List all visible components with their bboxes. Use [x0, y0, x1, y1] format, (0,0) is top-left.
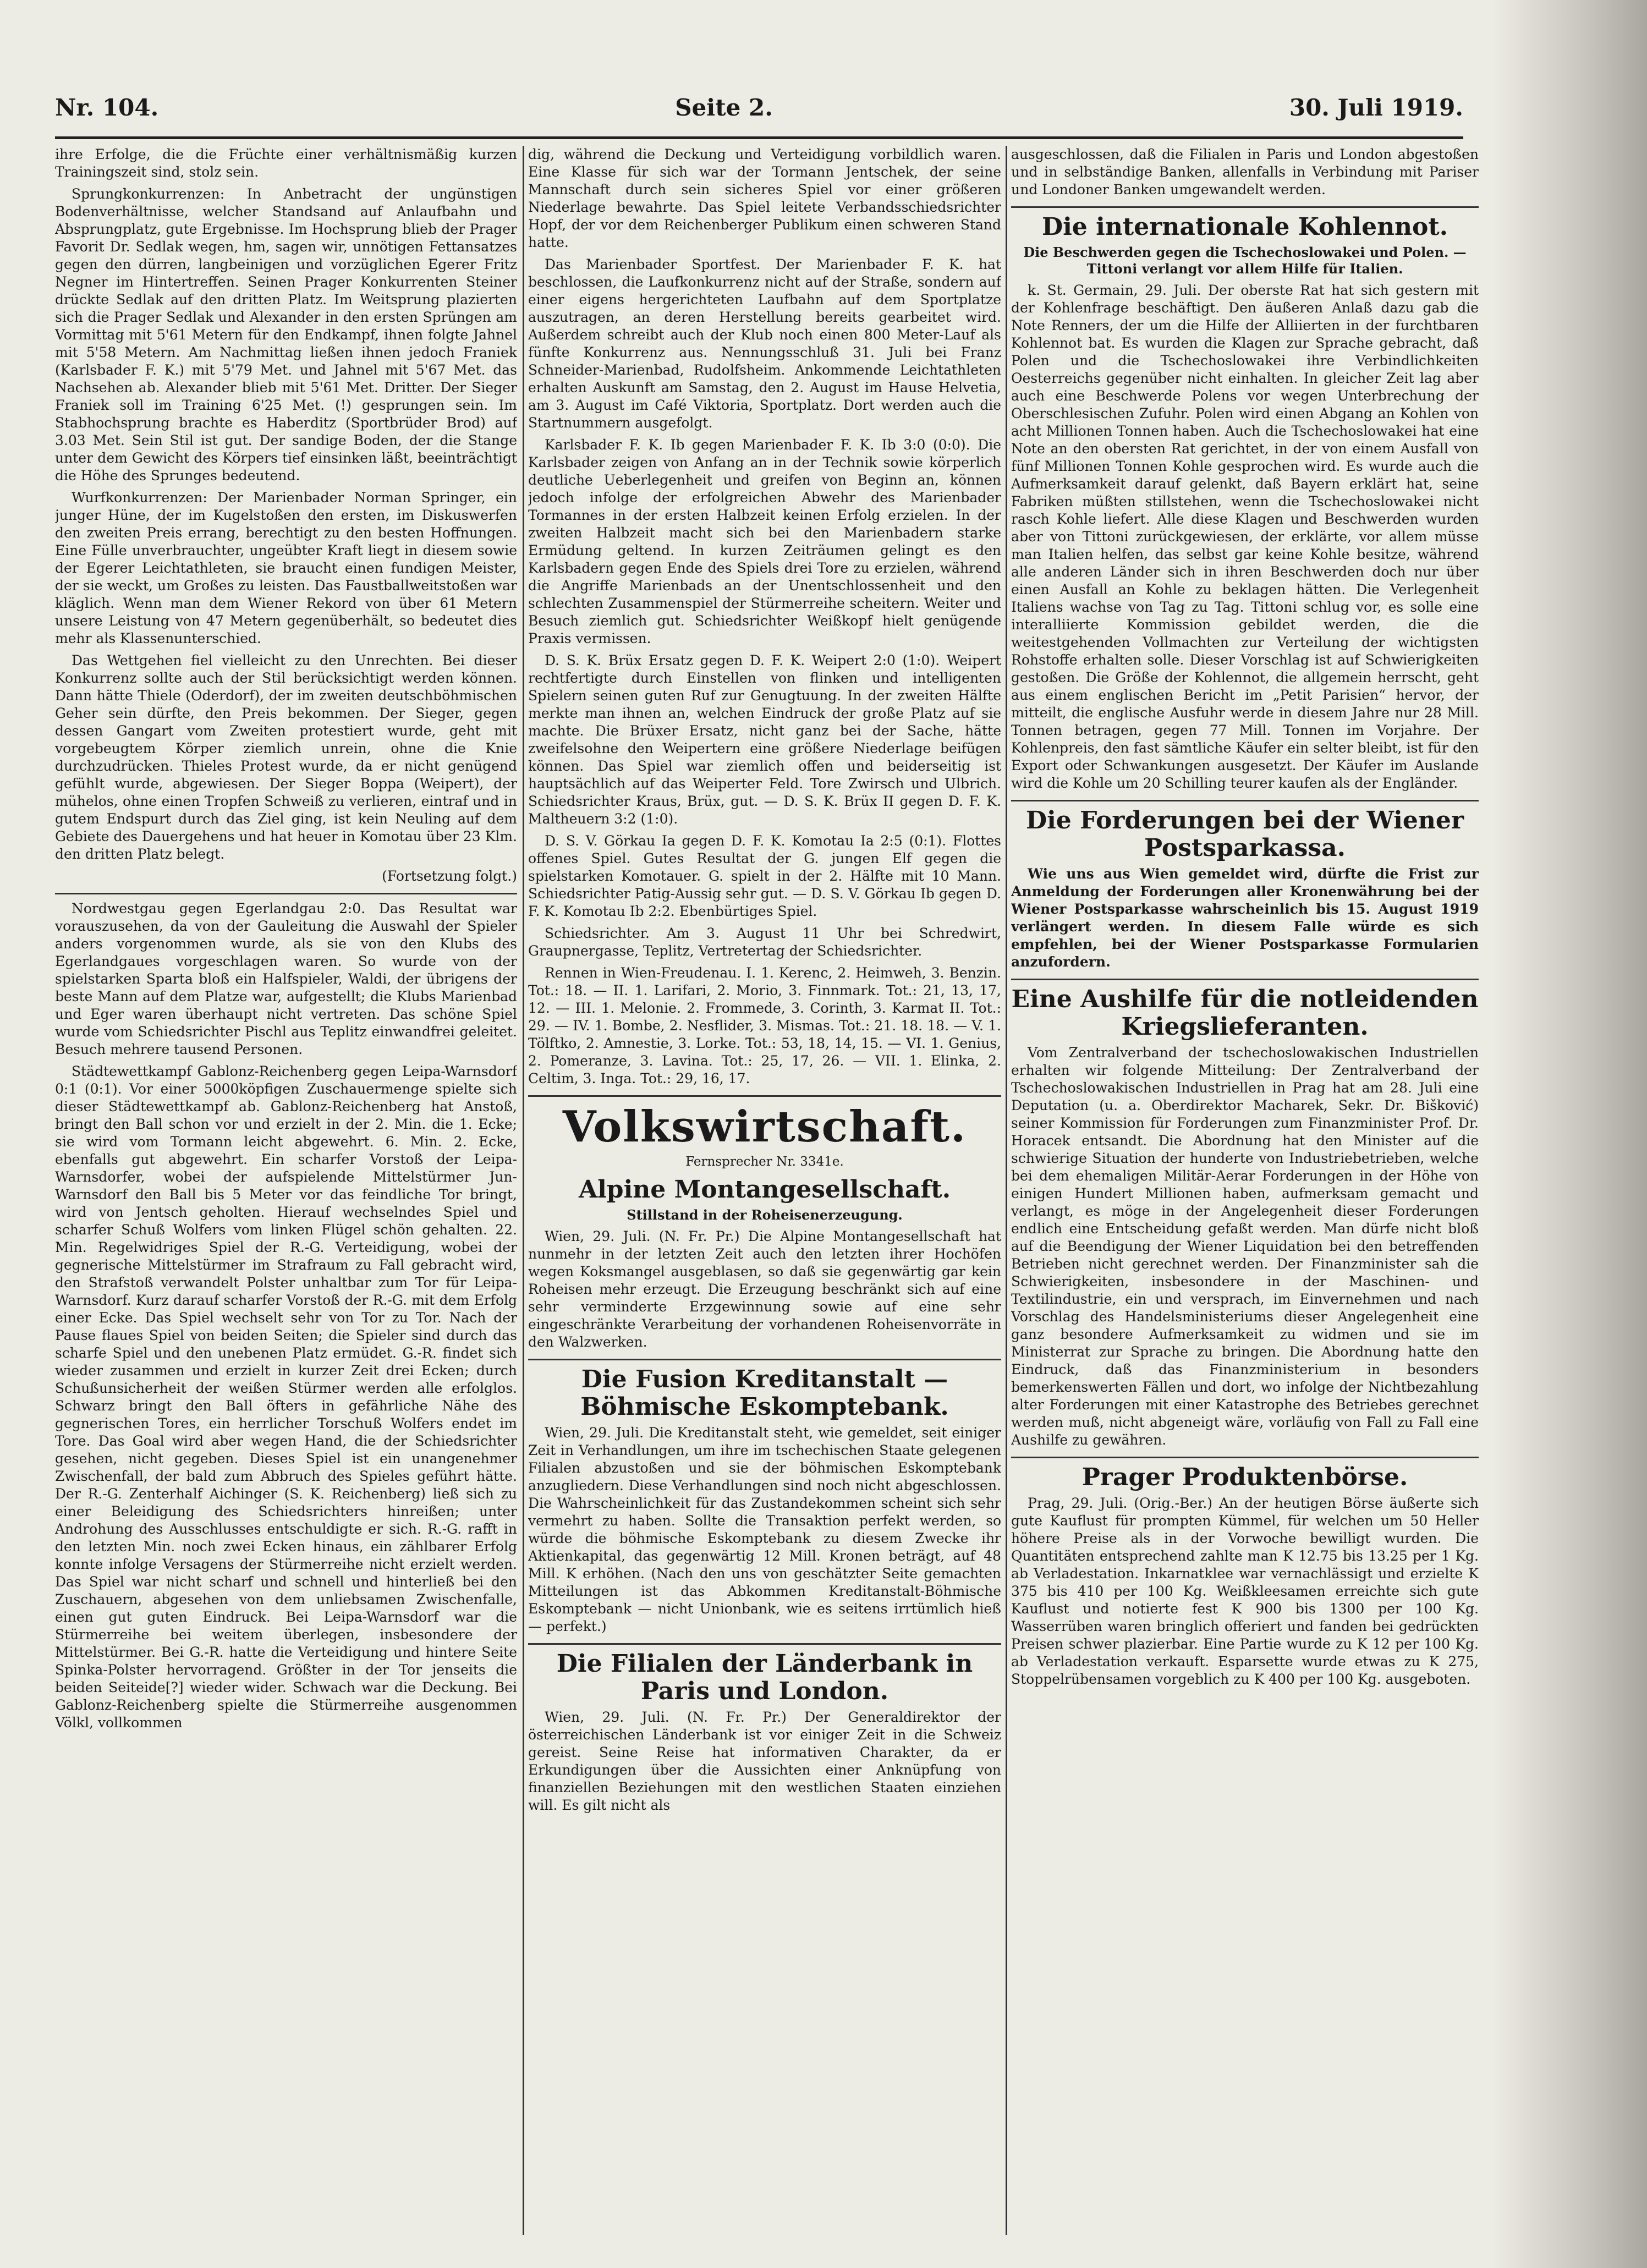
- issue-date: 30. Juli 1919.: [1289, 94, 1463, 121]
- column-sports-continued: [55, 146, 517, 2235]
- paragraph: Das Marienbader Sportfest. Der Marienbader F. K. hat beschlossen, die Laufkonkurrenz nicht auf der Straße, sondern auf einer eigens hergerichteten Laufbahn auf dem Sportplatze auszutragen, an deren Herstellung bereits gearbeitet wird. Außerdem schreibt auch der Klub noch einen 800 Meter-Lauf als fünfte Konkurrenz aus. Nennungsschluß 31. Juli bei Franz Schneider-Marienbad, Rudolfsheim. Ankommende Leichtathleten erhalten Auskunft am Samstag, den 2. August im Hause Helvetia, am 3. August im Café Viktoria, Sportplatz. Dort werden auch die Startnummern ausgefolgt.: [528, 256, 1001, 431]
- paragraph: ausgeschlossen, daß die Filialen in Paris und London abgestoßen und in selbständige Banken, allenfalls in Verbindung mit Pariser und Londoner Banken umgewandelt werden.: [1011, 146, 1479, 197]
- article-text: Vom Zentralverband der tschechoslowakischen Industriellen erhalten wir folgende Mitteilung: Der Zentralverband der Tschechoslowakischen Industriellen in Prag hat am 28. Juli eine Deputation (u. a. Oberdirektor Macharek, Sekr. Dr. Bišković) seiner Kommission für Forderungen zum Finanzminister Prof. Dr. Horacek entsandt. Die Abordnung hat den Minister auf die schwierige Situation der hunderte von Industriebetrieben, welche bei dem ehemaligen Militär-Aerar Forderungen in der Höhe von einigen Hundert Millionen haben, aufmerksam gemacht und verlangt, es möge in der Angelegenheit dieser Forderungen endlich eine Entscheidung gefaßt werden. Man dürfe nicht bloß auf die Beendigung der Wiener Liquidation bei den betreffenden Betrieben nicht gerechnet werden. Der Finanzminister sah die Schwierigkeiten, insbesondere in der Maschinen- und Textilindustrie, ein und versprach, im Einvernehmen und nach Vorschlag des Handelsministeriums dieser Angelegenheit eine ganz besondere Aufmerksamkeit zu widmen und sie im Ministerrat zur Sprache zu bringen. Die Abordnung hatte den Eindruck, daß das Finanzministerium in besonders bemerkenswerten Fällen und dort, wo infolge der Nichtbezahlung alter Forderungen mit einer Katastrophe des Betriebes gerechnet werden muß, nicht abgeneigt wäre, vorläufig von Fall zu Fall eine Aushilfe zu gewähren.: [1011, 1045, 1479, 1448]
- race-results: Rennen in Wien-Freudenau. I. 1. Kerenc, 2. Heimweh, 3. Benzin. Tot.: 18. — II. 1. Larifari, 2. Morio, 3. Finnmark. Tot.: 21, 13, 17, 12. — III. 1. Melonie. 2. Frommede, 3. Corinth, 3. Karmat II. Tot.: 29. — IV. 1. Bombe, 2. Nesflider, 3. Mismas. Tot.: 21. 18. 18. — V. 1. Tölftko, 2. Amnestie, 3. Lorke. Tot.: 53, 18, 14, 15. — VI. 1. Genius, 2. Pomeranze, 3. Lavina. Tot.: 25, 17, 26. — VII. 1. Elinka, 2. Celtim, 3. Inga. Tot.: 29, 16, 17.: [528, 965, 1001, 1086]
- section-phone: Fernsprecher Nr. 3341e.: [685, 1155, 844, 1169]
- article-text: Wien, 29. Juli. (N. Fr. Pr.) Die Alpine Montangesellschaft hat nunmehr in der letzten Zeit auch den letzten ihrer Hochöfen wegen Koksmangel ausgeblasen, so daß sie gegenwärtig gar kein Roheisen mehr erzeugt. Die Erzeugung beschränkt sich auf eine sehr verminderte Erzgewinnung sowie auf eine sehr eingeschränkte Verarbeitung der vorhandenen Roheisenvorräte in den Walzwerken.: [528, 1228, 1001, 1350]
- article-text: Wien, 29. Juli. Die Kreditanstalt steht, wie gemeldet, seit einiger Zeit in Verhandlungen, um ihre im tschechischen Staate gelegenen Filialen abzustoßen und sie der böhmischen Eskomptebank anzugliedern. Diese Verhandlungen sind noch nicht abgeschlossen. Die Wahrscheinlichkeit für das Zustandekommen scheint sich sehr vermehrt zu haben. Sollte die Transaktion perfekt werden, so würde die böhmische Eskomptebank zu diesem Zwecke ihr Aktienkapital, das gegenwärtig 12 Mill. Kronen beträgt, auf 48 Mill. K erhöhen. (Nach den uns von geschätzter Seite gemachten Mitteilungen ist das Abkommen Kreditanstalt-Böhmische Eskomptebank — nicht Unionbank, wie es seitens irrtümlich hieß — perfekt.): [528, 1425, 1001, 1634]
- paragraph: Karlsbader F. K. Ib gegen Marienbader F. K. Ib 3:0 (0:0). Die Karlsbader zeigen von Anfang an in der Technik sowie körperlich deutliche Ueberlegenheit und greifen von Beginn an, können jedoch infolge der erfolgreichen Abwehr des Marienbader Tormannes in der ersten Halbzeit keinen Erfolg erzielen. In der zweiten Halbzeit macht sich bei den Marienbadern starke Ermüdung geltend. In kurzen Zeiträumen gelingt es den Karlsbadern gegen Ende des Spiels drei Tore zu erzielen, während die Angriffe Marienbads an der Unentschlossenheit und den schlechten Zusammenspiel der Stürmerreihe scheitern. Weiter und Besuch ziemlich gut. Schiedsrichter Weißkopf hielt genügende Praxis vermissen.: [528, 437, 1001, 646]
- separator: [528, 1359, 1001, 1360]
- paragraph: Nordwestgau gegen Egerlandgau 2:0. Das Resultat war vorauszusehen, da von der Gauleitung die Auswahl der Spieler anders vorgenommen wurde, als sie von den Klubs des Egerlandgaues vorgeschlagen waren. So wurde von der spielstarken Sparta bloß ein Halfspieler, Waldi, der übrigens der beste Mann auf dem Platze war, aufgestellt; die Klubs Marienbad und Eger waren überhaupt nicht vertreten. Das schöne Spiel wurde vom Schiedsrichter Pischl aus Teplitz einwandfrei geleitet. Besuch mehrere tausend Personen.: [55, 900, 517, 1057]
- paragraph: D. S. V. Görkau Ia gegen D. F. K. Komotau Ia 2:5 (0:1). Flottes offenes Spiel. Gutes Resultat der G. jungen Elf gegen die spielstarken Komotauer. G. spielt in der 2. Hälfte mit 10 Mann. Schiedsrichter Patig-Aussig sehr gut. — D. S. V. Görkau Ib gegen D. F. K. Komotau Ib 2:2. Ebenbürtiges Spiel.: [528, 833, 1001, 919]
- continued-note: (Fortsetzung folgt.): [382, 868, 517, 884]
- column-middle: [528, 146, 1001, 2235]
- column-economy: [1011, 146, 1479, 2235]
- paragraph: Sprungkonkurrenzen: In Anbetracht der ungünstigen Bodenverhältnisse, welcher Standsand auf Anlaufbahn und Absprungplatz, gute Ergebnisse. Im Hochsprung blieb der Prager Favorit Dr. Sedlak wegen, hm, sagen wir, unnötigen Fettansatzes gegen den dürren, langbeinigen und vorzüglichen Egerer Fritz Negner im Hintertreffen. Seinen Prager Konkurrenten Steiner drückte Sedlak auf den dritten Platz. Im Weitsprung plazierten sich die Prager Sedlak und Alexander in den ersten Sprüngen am Vormittag mit 5'61 Metern für den Endkampf, ihnen folgte Jahnel mit 5'58 Metern. Am Nachmittag ließen ihnen jedoch Franiek (Karlsbader F. K.) mit 5'79 Met. und Jahnel mit 5'67 Met. das Nachsehen ab. Alexander blieb mit 5'61 Met. Dritter. Der Sieger Franiek soll im Training 6'25 Met. (!) gesprungen sein. Im Stabhochsprung brachte es Haberditz (Sportbrüder Brod) auf 3.03 Met. Sein Stil ist gut. Der sandige Boden, der die Stange unter dem Gewicht des Körpers tief einsinken läßt, beeinträchtigt die Höhe des Sprunges bedeutend.: [55, 186, 517, 484]
- issue-number: Nr. 104.: [55, 94, 159, 121]
- paragraph: dig, während die Deckung und Verteidigung vorbildlich waren. Eine Klasse für sich war der Tormann Jentschek, der seine Mannschaft durch sein sicheres Spiel vor einer größeren Niederlage bewahrte. Das Spiel leitete Verbandsschiedsrichter Hopf, der vor dem Reichenberger Publikum einen schweren Stand hatte.: [528, 146, 1001, 250]
- article-text: Wien, 29. Juli. (N. Fr. Pr.) Der Generaldirektor der österreichischen Länderbank ist vor einiger Zeit in die Schweiz gereist. Seine Reise hat informativen Charakter, da er Erkundigungen über die Aussichten einer Anknüpfung von finanziellen Beziehungen mit den westlichen Staaten einziehen will. Es gilt nicht als: [528, 1709, 1001, 1813]
- article-title: Prager Produktenbörse.: [1081, 1463, 1408, 1491]
- separator: [1011, 1457, 1479, 1458]
- separator: [528, 1095, 1001, 1097]
- header-rule: [55, 136, 1463, 139]
- article-title: Alpine Montangesellschaft.: [578, 1176, 951, 1204]
- paragraph: D. S. K. Brüx Ersatz gegen D. F. K. Weipert 2:0 (1:0). Weipert rechtfertigte durch Einstellen von flinken und intelligenten Spielern seinen guten Ruf zur Genugtuung. In der zweiten Hälfte merkte man ihnen an, welchen Eindruck der große Platz auf sie machte. Die Brüxer Ersatz, nicht ganz bei der Sache, hätte zweifelsohne den Weipertern eine größere Niederlage beifügen können. Das Spiel war ziemlich offen und beiderseitig ist hauptsächlich auf das Weiperter Feld. Tore Zwirsch und Ulbrich. Schiedsrichter Kraus, Brüx, gut. — D. S. K. Brüx II gegen D. F. K. Maltheuern 3:2 (1:0).: [528, 652, 1001, 827]
- article-text: k. St. Germain, 29. Juli. Der oberste Rat hat sich gestern mit der Kohlenfrage beschäftigt. Den äußeren Anlaß dazu gab die Note Renners, der um die Hilfe der Alliierten in der furchtbaren Kohlennot bat. Es wurden die Klagen zur Sprache gebracht, daß Polen und die Tschechoslowakei ihre Verbindlichkeiten Oesterreichs gegenüber nicht einhalten. In gleicher Zeit lag aber auch eine Beschwerde Polens vor wegen Unterbrechung der Oberschlesischen Zufuhr. Polen wird einen Abgang an Kohlen von acht Millionen Tonnen haben. Auch die Tschechoslowakei hat eine Note an den obersten Rat gerichtet, in der von einem Ausfall von fünf Millionen Tonnen Kohle gesprochen wird. Es wurde auch die Aufmerksamkeit darauf gelenkt, daß Bayern erklärt hat, seine Fabriken müßten stillstehen, wenn die Tschechoslowakei nicht rasch Kohle liefert. Alle diese Klagen und Beschwerden wurden aber von Tittoni zurückgewiesen, der erklärte, vor allem müsse man Italien helfen, das selbst gar keine Kohle besitze, während alle anderen Länder sich in ihren Beschwerden doch nur über einen Ausfall an Kohle zu beklagen hätten. Die Verlegenheit Italiens wachse von Tag zu Tag. Tittoni schlug vor, es solle eine interalliierte Kommission gebildet werden, die die weitestgehenden Vollmachten zur Verteilung der wichtigsten Rohstoffe erhalten solle. Dieser Vorschlag ist auf Schwierigkeiten gestoßen. Die Größe der Kohlennot, die allgemein herrscht, geht aus einem englischen Bericht im „Petit Parisien“ hervor, der mitteilt, die englische Ausfuhr werde in diesem Jahre nur 28 Mill. Tonnen betragen, gegen 77 Mill. Tonnen im Vorjahre. Der Kohlenpreis, den fast sämtliche Käufer ein selter bleibt, ist für den Export oder Schwankungen ausgesetzt. Der Käufer im Auslande wird die Kohle um 20 Schilling teurer kaufen als der Engländer.: [1011, 282, 1479, 791]
- separator: [1011, 800, 1479, 801]
- article-title: Die Filialen der Länderbank in Paris und London.: [556, 1650, 973, 1705]
- separator: [528, 1643, 1001, 1645]
- paragraph: Städtewettkampf Gablonz-Reichenberg gegen Leipa-Warnsdorf 0:1 (0:1). Vor einer 5000köpfigen Zuschauermenge spielte sich dieser Städtewettkampf ab. Gablonz-Reichenberg hat Anstoß, bringt den Ball schon vor und erzielt in der 2. Min. die 1. Ecke; sie wird vom Tormann leicht abgewehrt. 6. Min. 2. Ecke, ebenfalls gut abgewehrt. Ein scharfer Vorstoß der Leipa-Warnsdorfer, wobei der aufspielende Mittelstürmer Jun-Warnsdorf den Ball bis 5 Meter vor das feindliche Tor bringt, wird von Jentsch geholten. Hierauf wechselndes Spiel und scharfer Schuß Wolfers vom linken Flügel schön gehalten. 22. Min. Regelwidriges Spiel der R.-G. Verteidigung, wobei der gegnerische Mittelstürmer im Strafraum zu Fall gebracht wird, den Strafstoß verwandelt Polster unhaltbar zum Tor für Leipa-Warnsdorf. Kurz darauf scharfer Vorstoß der R.-G. mit dem Erfolg einer Ecke. Das Spiel wechselt sehr von Tor zu Tor. Nach der Pause flaues Spiel von beiden Seiten; die Spieler sind durch das scharfe Spiel und den unebenen Platz ermüdet. G.-R. findet sich wieder zusammen und erzielt in kurzer Zeit drei Ecken; durch Schußunsicherheit der weißen Stürmer werden alle erfolglos. Schwarz bringt den Ball öfters in gefährliche Nähe des gegnerischen Tores, ein herrlicher Torschuß Wolfers endet im Tore. Das Goal wird aber wegen Hand, die der Schiedsrichter gesehen, nicht gegeben. Dieses Spiel ist ein unangenehmer Zwischenfall, der bald zum Abbruch des Spieles geführt hätte. Der R.-G. Zenterhalf Aichinger (S. K. Reichenberg) ließ sich zu einer Beleidigung des Schiedsrichters hinreißen; unter Androhung des Ausschlusses entschuldigte er sich. R.-G. rafft in den letzten Min. noch zwei Ecken hinaus, ein zählbarer Erfolg konnte infolge Versagens der Stürmerreihe nicht erzielt werden. Das Spiel war nicht scharf und schnell und hinterließ bei den Zuschauern, abgesehen von dem unliebsamen Zwischenfalle, einen gut guten Eindruck. Bei Leipa-Warnsdorf war die Stürmerreihe bei weitem überlegen, insbesondere der Mittelstürmer. Bei G.-R. hatte die Verteidigung und hintere Seite Spinka-Polster hervorragend. Größter in der Tor jenseits die beiden Seiteide[?] wieder wider. Schwach war die Deckung. Bei Gablonz-Reichenberg spielte die Stürmerreihe ausgenommen Völkl, vollkommen: [55, 1063, 517, 1731]
- paragraph: Wurfkonkurrenzen: Der Marienbader Norman Springer, ein junger Hüne, der im Kugelstoßen den ersten, im Diskuswerfen den zweiten Preis errang, berechtigt zu den besten Hoffnungen. Eine Fülle unverbrauchter, ungeübter Kraft liegt in diesem sowie der Egerer Leichtathleten, sie braucht einen fundigen Meister, der sie weckt, um Großes zu leisten. Das Faustballweitstoßen war kläglich. Wenn man dem Wiener Rekord von über 61 Metern unsere Leistung von 47 Metern gegenüberhält, so bedeutet dies mehr als Klassenunterschied.: [55, 490, 517, 646]
- separator: [55, 893, 517, 894]
- article-subtitle: Stillstand in der Roheisenerzeugung.: [627, 1207, 903, 1223]
- article-subtitle: Die Beschwerden gegen die Tschechoslowakei und Polen. — Tittoni verlangt vor allem Hilfe für Italien.: [1023, 244, 1467, 277]
- paragraph: ihre Erfolge, die die Früchte einer verhältnismäßig kurzen Trainingszeit sind, stolz sein.: [55, 146, 517, 180]
- column-divider: [1006, 146, 1007, 2235]
- scan-edge-shadow: [1493, 0, 1647, 2268]
- article-text: Wie uns aus Wien gemeldet wird, dürfte die Frist zur Anmeldung der Forderungen aller Kronenwährung bei der Wiener Postsparkasse wahrscheinlich bis 15. August 1919 verlängert werden. In diesem Falle würde es sich empfehlen, bei der Wiener Postsparkasse Formularien anzufordern.: [1011, 866, 1479, 970]
- page-number: Seite 2.: [675, 94, 773, 121]
- paragraph: Das Wettgehen fiel vielleicht zu den Unrechten. Bei dieser Konkurrenz sollte auch der Stil berücksichtigt werden können. Dann hätte Thiele (Oderdorf), der im zweiten deutschböhmischen Geher sein dürfte, den Preis bekommen. Der Sieger, gegen dessen Gangart vom Zweiten protestiert wurde, geht mit vorgebeugtem Körper ziemlich unrein, ohne die Knie durchzudrücken. Thieles Protest wurde, da er nicht genügend gefühlt wurde, abgewiesen. Der Sieger Boppa (Weipert), der mühelos, ohne einen Tropfen Schweiß zu verlieren, eintraf und in gutem Endspurt durch das Ziel ging, ist kein Neuling auf dem Gebiete des Dauergehens und hat heuer in Komotau über 23 Klm. den dritten Platz belegt.: [55, 652, 517, 862]
- separator: [1011, 979, 1479, 980]
- article-title: Die Fusion Kreditanstalt — Böhmische Eskomptebank.: [580, 1365, 949, 1421]
- section-title: Volkswirtschaft.: [562, 1102, 967, 1152]
- page-header: [55, 83, 1463, 132]
- article-title: Die Forderungen bei der Wiener Postsparkassa.: [1025, 806, 1464, 862]
- separator: [1011, 206, 1479, 208]
- column-divider: [523, 146, 524, 2235]
- article-text: Prag, 29. Juli. (Orig.-Ber.) An der heutigen Börse äußerte sich gute Kauflust für prompten Kümmel, für welchen um 50 Heller höhere Preise als in der Vorwoche bewilligt wurden. Die Quantitäten entsprechend zahlte man K 12.75 bis 13.25 per 1 Kg. ab Verladestation. Inkarnatklee war vernachlässigt und erzielte K 375 bis 410 per 100 Kg. Weißkleesamen erreichte sich gute Kauflust und notierte fest K 900 bis 1300 per 100 Kg. Wasserrüben waren bringlich offeriert und fanden bei gedrückten Preisen schwer plazierbar. Eine Partie wurde zu K 12 per 100 Kg. ab Verladestation verkauft. Esparsette wurde etwas zu K 275, Stoppelrübensamen vorgeblich zu K 400 per 100 Kg. ausgeboten.: [1011, 1495, 1479, 1687]
- paragraph: Schiedsrichter. Am 3. August 11 Uhr bei Schredwirt, Graupnergasse, Teplitz, Vertretertag der Schiedsrichter.: [528, 925, 1001, 959]
- article-title: Die internationale Kohlennot.: [1041, 213, 1448, 241]
- article-title: Eine Aushilfe für die notleidenden Kriegslieferanten.: [1011, 985, 1479, 1041]
